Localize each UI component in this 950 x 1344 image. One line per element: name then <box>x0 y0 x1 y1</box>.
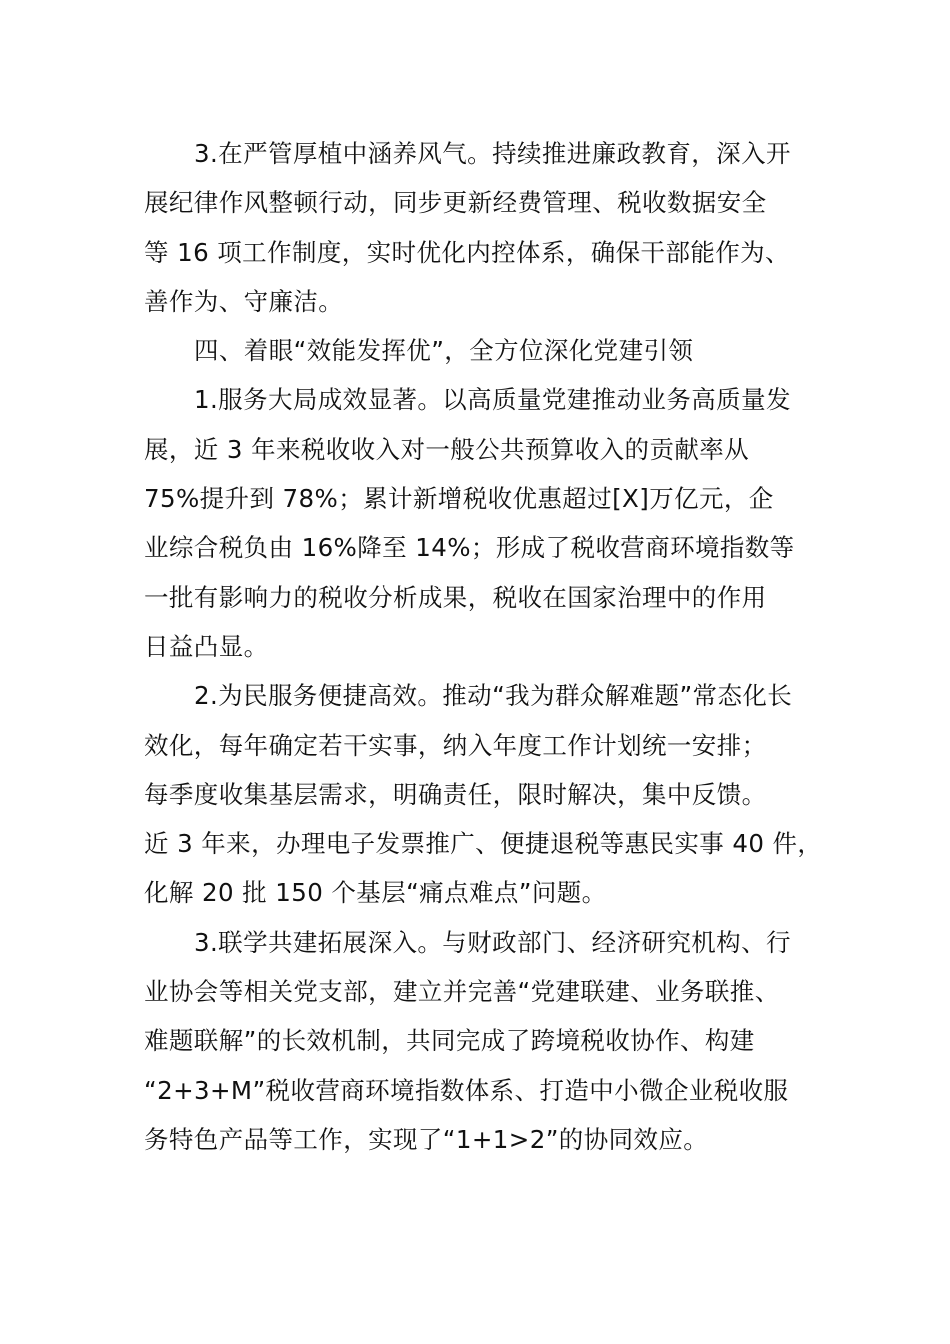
paragraph-line: 1.服务大局成效显著。以高质量党建推动业务高质量发 <box>194 385 791 415</box>
paragraph-line: 效化，每年确定若干实事，纳入年度工作计划统一安排； <box>144 730 767 760</box>
paragraph-line: 一批有影响力的税收分析成果，税收在国家治理中的作用 <box>144 582 767 612</box>
paragraph-line: 难题联解”的长效机制，共同完成了跨境税收协作、构建 <box>144 1026 755 1056</box>
paragraph-line: 等 16 项工作制度，实时优化内控体系，确保干部能作为、 <box>144 237 790 267</box>
paragraph-line: “2+3+M”税收营商环境指数体系、打造中小微企业税收服 <box>144 1075 789 1105</box>
paragraph-line: 75%提升到 78%；累计新增税收优惠超过[X]万亿元，企 <box>144 484 774 514</box>
paragraph-line: 展纪律作风整顿行动，同步更新经费管理、税收数据安全 <box>144 188 767 218</box>
document-body <box>144 129 834 1164</box>
paragraph-line: 业综合税负由 16%降至 14%；形成了税收营商环境指数等 <box>144 533 795 563</box>
paragraph-line: 3.联学共建拓展深入。与财政部门、经济研究机构、行 <box>194 927 791 957</box>
paragraph-line: 3.在严管厚植中涵养风气。持续推进廉政教育，深入开 <box>194 139 791 168</box>
paragraph-line: 每季度收集基层需求，明确责任，限时解决，集中反馈。 <box>144 779 767 809</box>
paragraph-line: 展，近 3 年来税收收入对一般公共预算收入的贡献率从 <box>144 434 750 464</box>
paragraph-line: 善作为、守廉洁。 <box>144 286 344 316</box>
paragraph-line: 近 3 年来，办理电子发票推广、便捷退税等惠民实事 40 件， <box>144 829 823 859</box>
section-heading: 四、着眼“效能发挥优”，全方位深化党建引领 <box>194 336 694 366</box>
paragraph-line: 2.为民服务便捷高效。推动“我为群众解难题”常态化长 <box>194 681 793 711</box>
paragraph-line: 务特色产品等工作，实现了“1+1>2”的协同效应。 <box>144 1124 709 1154</box>
paragraph-line: 化解 20 批 150 个基层“痛点难点”问题。 <box>144 878 607 908</box>
paragraph-line: 日益凸显。 <box>144 631 269 661</box>
paragraph-line: 业协会等相关党支部，建立并完善“党建联建、业务联推、 <box>144 977 780 1007</box>
